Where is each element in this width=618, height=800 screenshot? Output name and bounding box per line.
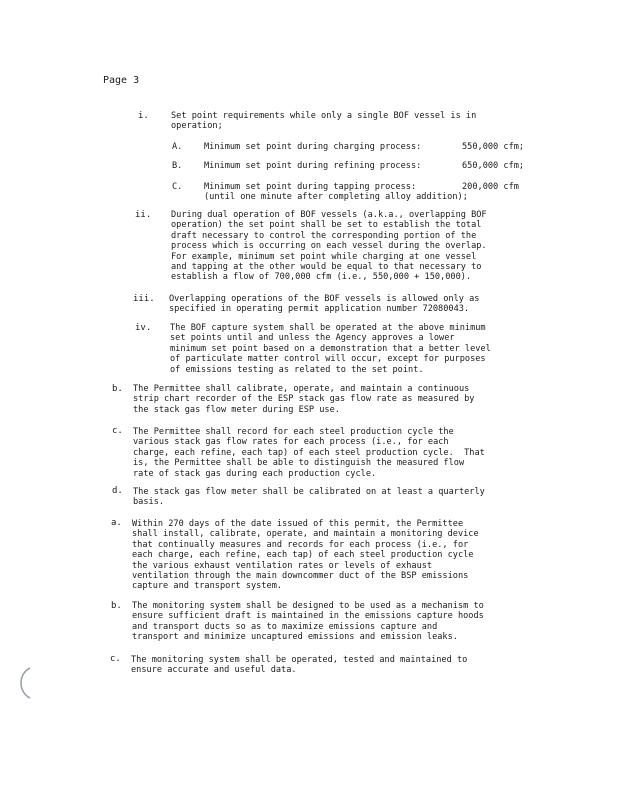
item-iv-line: of emissions testing as related to the set point. bbox=[170, 364, 424, 375]
item-c2-label: c. bbox=[110, 654, 121, 664]
item-c1-line: rate of stack gas during each production cycle. bbox=[133, 468, 377, 479]
item-a2-line: ventilation through the main downcommer duct of the BSP emissions bbox=[132, 571, 469, 582]
item-d1-text bbox=[133, 487, 485, 508]
item-ii-line: draft necessary to control the corresponding portion of the bbox=[171, 230, 477, 241]
item-d1-label: d. bbox=[112, 486, 123, 496]
item-b2-line: transport and minimize uncaptured emissions and emission leaks. bbox=[132, 632, 458, 643]
item-iv-line: minimum set point based on a demonstration that a better level bbox=[170, 343, 491, 354]
item-iii-line: specified in operating permit application number 72080043. bbox=[169, 304, 470, 315]
item-b1-text bbox=[133, 384, 474, 415]
item-c2-line: ensure accurate and useful data. bbox=[131, 665, 297, 676]
item-a2-line: Within 270 days of the date issued of this permit, the Permittee bbox=[132, 519, 464, 529]
item-a2-line: shall install, calibrate, operate, and maintain a monitoring device bbox=[132, 529, 479, 540]
item-ii-line: For example, minimum set point while charging at one vessel bbox=[171, 251, 477, 262]
item-ii-line: operation) the set point shall be set to establish the total bbox=[171, 220, 482, 231]
item-iv-line: set points until and unless the Agency approves a lower bbox=[170, 333, 455, 344]
item-i-line: Set point requirements while only a single BOF vessel is in bbox=[171, 111, 477, 121]
item-i-line: operation; bbox=[171, 121, 223, 132]
subitem-a-value: 550,000 cfm; bbox=[462, 142, 525, 152]
item-d1-line: basis. bbox=[133, 497, 165, 508]
item-iv-line: of particulate matter control will occur, except for purposes bbox=[170, 354, 486, 365]
subitem-b-text: Minimum set point during refining process: bbox=[204, 161, 422, 171]
subitem-b-value: 650,000 cfm; bbox=[462, 161, 525, 171]
item-i-text bbox=[171, 111, 476, 132]
item-b1-label: b. bbox=[112, 384, 123, 394]
item-iii-line: Overlapping operations of the BOF vessels is allowed only as bbox=[169, 294, 480, 304]
item-a2-text bbox=[132, 519, 479, 592]
item-iii-text bbox=[169, 294, 479, 315]
item-c1-line: charge, each refine, each tap) of each steel production cycle. That bbox=[133, 447, 485, 458]
subitem-c-value: 200,000 cfm bbox=[462, 182, 519, 192]
item-ii-line: process which is occurring on each vessel during the overlap. bbox=[171, 241, 487, 252]
page-number: Page 3 bbox=[103, 75, 140, 86]
item-iv-line: The BOF capture system shall be operated at the above minimum bbox=[170, 323, 486, 333]
item-iii-label: iii. bbox=[133, 294, 155, 304]
item-c1-label: c. bbox=[112, 426, 123, 436]
item-ii-label: ii. bbox=[135, 210, 152, 220]
item-b1-line: The Permittee shall calibrate, operate, and maintain a continuous bbox=[133, 384, 470, 394]
item-b2-line: The monitoring system shall be designed to be used as a mechanism to bbox=[132, 601, 484, 611]
subitem-b-label: B. bbox=[172, 161, 183, 171]
item-b2-label: b. bbox=[111, 601, 122, 611]
item-a2-line: each charge, each refine, each tap) of each steel production cycle bbox=[132, 550, 474, 561]
scan-artifact-mark bbox=[14, 664, 34, 704]
item-a2-line: the various exhaust ventilation rates or levels of exhaust bbox=[132, 560, 433, 571]
item-iv-label: iv. bbox=[135, 323, 152, 333]
item-b1-line: strip chart recorder of the ESP stack gas flow rate as measured by bbox=[133, 394, 475, 405]
subitem-c-continuation: (until one minute after completing alloy addition); bbox=[204, 192, 468, 202]
subitem-c-text: Minimum set point during tapping process: bbox=[204, 182, 417, 192]
item-b2-line: and transport ducts so as to maximize emissions capture and bbox=[132, 621, 438, 632]
subitem-c-label: C. bbox=[172, 182, 183, 192]
item-d1-line: The stack gas flow meter shall be calibrated on at least a quarterly bbox=[133, 487, 485, 497]
item-c1-line: is, the Permittee shall be able to distinguish the measured flow bbox=[133, 458, 465, 469]
item-i-label: i. bbox=[138, 111, 149, 121]
item-iv-text bbox=[170, 323, 491, 375]
item-ii-line: and tapping at the other would be equal to that necessary to bbox=[171, 262, 482, 273]
subitem-a-label: A. bbox=[172, 142, 183, 152]
item-b2-line: ensure sufficient draft is maintained in the emissions capture hoods bbox=[132, 611, 484, 622]
item-c1-line: various stack gas flow rates for each process (i.e., for each bbox=[133, 437, 449, 448]
item-c2-text bbox=[131, 655, 467, 676]
item-ii-line: During dual operation of BOF vessels (a.k.a., overlapping BOF bbox=[171, 210, 487, 220]
item-c1-text bbox=[133, 427, 485, 479]
item-a2-line: that continually measures and records for each process (i.e., for bbox=[132, 539, 469, 550]
item-b2-text bbox=[132, 601, 484, 643]
item-ii-line: establish a flow of 700,000 cfm (i.e., 550,000 + 150,000). bbox=[171, 272, 472, 283]
subitem-a-text: Minimum set point during charging process: bbox=[204, 142, 422, 152]
item-c2-line: The monitoring system shall be operated, tested and maintained to bbox=[131, 655, 468, 665]
item-c1-line: The Permittee shall record for each steel production cycle the bbox=[133, 427, 454, 437]
item-a2-line: capture and transport system. bbox=[132, 581, 283, 592]
item-a2-label: a. bbox=[111, 518, 122, 528]
item-b1-line: the stack gas flow meter during ESP use. bbox=[133, 404, 340, 415]
item-ii-text bbox=[171, 210, 487, 283]
